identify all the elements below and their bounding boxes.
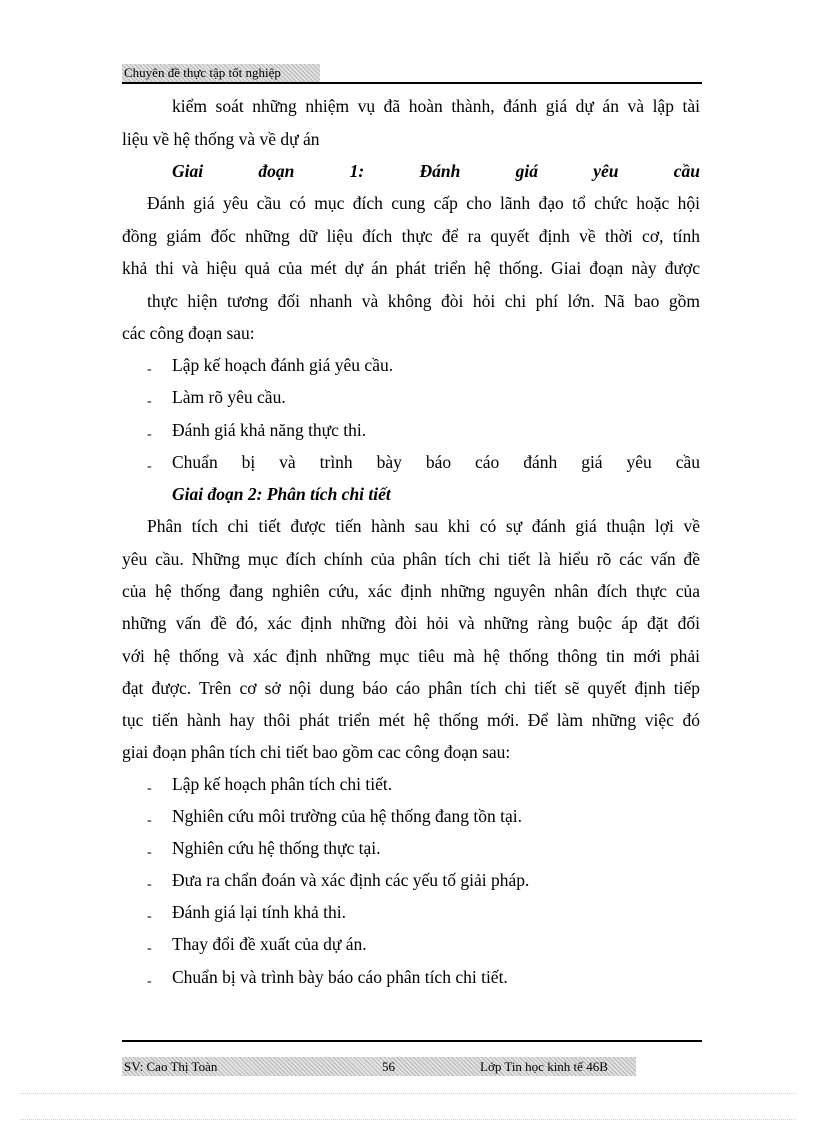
list-item: Làm rõ yêu cầu. xyxy=(172,387,286,407)
section-heading-2: Giai đoạn 2: Phân tích chi tiết xyxy=(172,484,391,504)
paragraph-line: Đánh giá yêu cầu có mục đích cung cấp cho lãnh đạo tổ chức hoặc hội xyxy=(147,193,700,213)
bullet-dash: - xyxy=(147,877,152,892)
paragraph-line: với hệ thống và xác định những mục tiêu mà hệ thống thông tin mới phải xyxy=(122,646,700,666)
paragraph-line: tục tiến hành hay thôi phát triển mét hệ thống mới. Để làm những việc đó xyxy=(122,710,700,730)
paragraph-line: giai đoạn phân tích chi tiết bao gồm cac công đoạn sau: xyxy=(122,742,511,762)
body-line: kiểm soát những nhiệm vụ đã hoàn thành, đánh giá dự án và lập tài xyxy=(172,96,700,116)
list-item: Nghiên cứu môi trường của hệ thống đang tồn tại. xyxy=(172,806,522,826)
bullet-dash: - xyxy=(147,781,152,796)
footer-page-number: 56 xyxy=(382,1059,395,1074)
running-header: Chuyên đề thực tập tốt nghiệp xyxy=(122,64,320,82)
list-item: Nghiên cứu hệ thống thực tại. xyxy=(172,838,381,858)
list-item: Đánh giá khả năng thực thi. xyxy=(172,420,367,440)
page-edge-guide xyxy=(20,1093,796,1094)
footer-student: SV: Cao Thị Toàn xyxy=(124,1059,218,1074)
paragraph-line: đạt được. Trên cơ sở nội dung báo cáo phân tích chi tiết sẽ quyết định tiếp xyxy=(122,678,700,698)
paragraph-line: của hệ thống đang nghiên cứu, xác định những nguyên nhân đích thực của xyxy=(122,581,700,601)
paragraph-line: khả thi và hiệu quả của mét dự án phát triển hệ thống. Giai đoạn này được xyxy=(122,258,700,278)
paragraph-line: các công đoạn sau: xyxy=(122,323,255,343)
running-footer xyxy=(122,1057,636,1076)
section-heading-1: Giai đoạn 1: Đánh giá yêu cầu xyxy=(172,161,700,181)
footer-rule xyxy=(122,1040,702,1042)
bullet-dash: - xyxy=(147,394,152,409)
list-item: Đưa ra chẩn đoán và xác định các yếu tố giải pháp. xyxy=(172,870,530,890)
bullet-dash: - xyxy=(147,459,152,474)
bullet-dash: - xyxy=(147,362,152,377)
list-item: Đánh giá lại tính khả thi. xyxy=(172,902,346,922)
paragraph-line: thực hiện tương đối nhanh và không đòi hỏi chi phí lớn. Nã bao gồm xyxy=(147,291,700,311)
bullet-dash: - xyxy=(147,909,152,924)
paragraph-line: đồng giám đốc những dữ liệu đích thực để ra quyết định về thời cơ, tính xyxy=(122,226,700,246)
footer-class: Lớp Tin học kinh tế 46B xyxy=(480,1059,608,1074)
paragraph-line: Phân tích chi tiết được tiến hành sau khi có sự đánh giá thuận lợi về xyxy=(147,516,700,536)
bullet-dash: - xyxy=(147,941,152,956)
page-edge-guide xyxy=(20,1119,796,1120)
list-item: Thay đổi đề xuất của dự án. xyxy=(172,934,367,954)
list-item: Lập kế hoạch phân tích chi tiết. xyxy=(172,774,393,794)
list-item: Chuẩn bị và trình bày báo cáo đánh giá yêu cầu xyxy=(172,452,700,472)
body-line: liệu về hệ thống và về dự án xyxy=(122,129,320,149)
bullet-dash: - xyxy=(147,813,152,828)
bullet-dash: - xyxy=(147,974,152,989)
paragraph-line: những vấn đề đó, xác định những đòi hỏi và những ràng buộc áp đặt đối xyxy=(122,613,700,633)
list-item: Chuẩn bị và trình bày báo cáo phân tích chi tiết. xyxy=(172,967,508,987)
list-item: Lập kế hoạch đánh giá yêu cầu. xyxy=(172,355,394,375)
bullet-dash: - xyxy=(147,427,152,442)
paragraph-line: yêu cầu. Những mục đích chính của phân tích chi tiết là hiểu rõ các vấn đề xyxy=(122,549,700,569)
bullet-dash: - xyxy=(147,845,152,860)
header-rule xyxy=(122,82,702,84)
